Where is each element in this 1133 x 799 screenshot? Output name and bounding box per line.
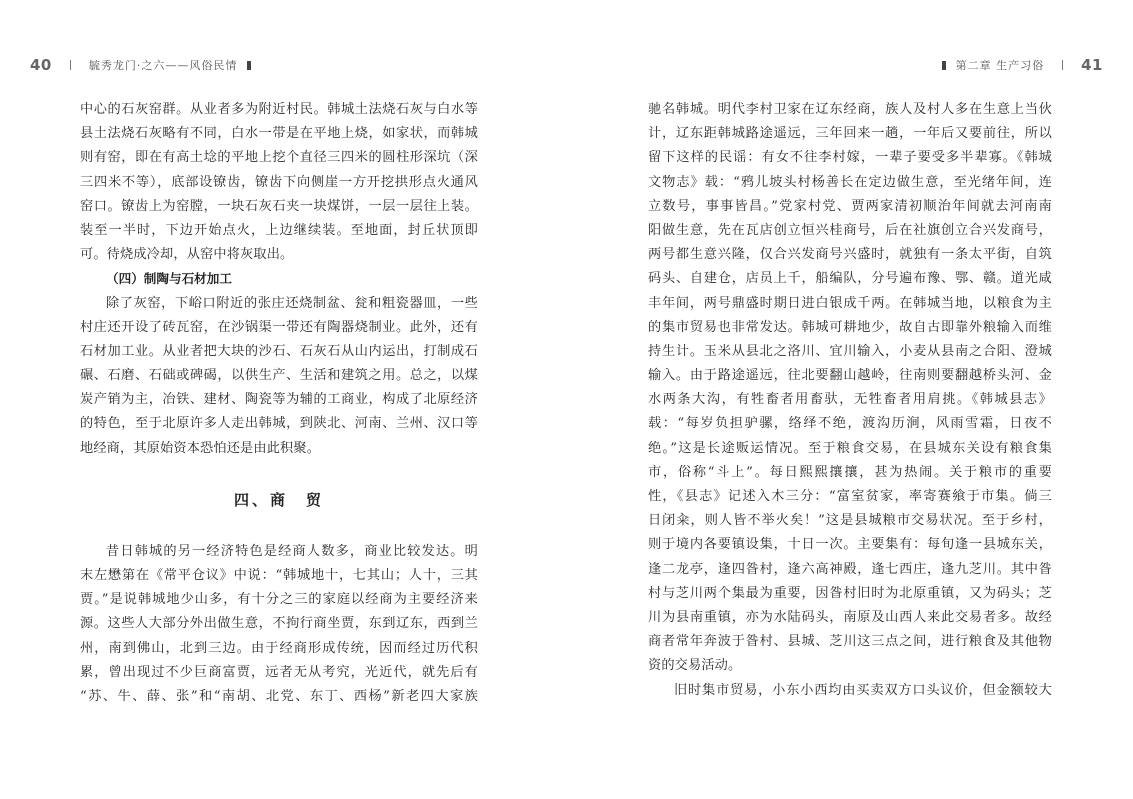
text-line: 累，曾出现过不少巨商富贾，远者无从考究，光近代，就先后有	[80, 664, 478, 680]
text-line: 末左懋第在《常平仓议》中说：“韩城地十，七其山；人十，三其	[80, 568, 478, 583]
text-line: 文物志》载：“鸦儿坡头村杨善长在定边做生意，至光绪年间，连	[648, 174, 1052, 190]
text-line: 持生计。玉米从县北之洛川、宜川输入，小麦从县南之合阳、澄城	[648, 343, 1052, 359]
text-line: 碾、石磨、石础或碑碣，以供生产、生活和建筑之用。总之，以煤	[80, 368, 478, 384]
right-page-number: 41	[1081, 56, 1103, 74]
text-line: 可。待烧成冷却，从窑中将灰取出。	[80, 247, 294, 263]
paragraph-trade	[80, 540, 478, 709]
text-line: 石材加工业。从业者把大块的沙石、石灰石从山内运出，打制成石	[80, 343, 478, 359]
text-line: 立数号，事事皆昌。”党家村党、贾两家清初顺治年间就去河南南	[648, 198, 1052, 214]
right-page-header	[932, 52, 1103, 78]
text-line: 炭产销为主，冶铁、建材、陶瓷等为辅的工商业，构成了北原经济	[80, 392, 478, 408]
text-line: 性，《县志》记述入木三分：“富室贫家，率寄赛飨于市集。倘三	[648, 489, 1052, 504]
left-page-number: 40	[30, 56, 52, 74]
text-line: 逢二龙亭，逢四昝村，逢六高神殿，逢七西庄，逢九芝川。其中昝	[648, 561, 1052, 577]
header-divider	[1062, 60, 1063, 70]
paragraph-pottery-stone	[80, 292, 478, 461]
subheading-pottery-stone: （四）制陶与石材加工	[106, 271, 232, 287]
text-line: 源。这些人大部分外出做生意，不拘行商坐贾，东到辽东，西到兰	[80, 616, 478, 632]
text-line: 三四米不等），底部设镣齿，镣齿下向侧崖一方开挖拱形点火通风	[80, 174, 478, 190]
text-line: 则有窑，即在有高土埝的平地上挖个直径三四米的圆柱形深坑（深	[80, 150, 478, 166]
text-line: 资的交易活动。	[648, 658, 742, 674]
text-line: 阳做生意，先在瓦店创立恒兴桂商号，后在社旗创立合兴发商号，	[648, 222, 1052, 238]
header-divider	[70, 60, 71, 70]
text-line: 两号都生意兴隆，仅合兴发商号兴盛时，就独有一条太平街，自筑	[648, 247, 1052, 263]
text-line: 川为县南重镇，亦为水陆码头，南原及山西人来此交易者多。故经	[648, 609, 1052, 625]
text-line: 驰名韩城。明代李村卫家在辽东经商，族人及村人多在生意上当伙	[648, 102, 1052, 117]
text-line: 绝。”这是长途贩运情况。至于粮食交易，在县城东关设有粮食集	[648, 440, 1052, 456]
text-line: 地经商，其原始资本恐怕还是由此积聚。	[80, 440, 321, 456]
text-line: 商者常年奔波于昝村、县城、芝川这三点之间，进行粮食及其他物	[648, 634, 1052, 650]
text-line: “苏、牛、薛、张”和“南胡、北党、东丁、西杨”新老四大家族	[80, 688, 478, 704]
right-page	[566, 0, 1133, 799]
text-line: 县土法烧石灰略有不同，白水一带是在平地上烧，如家状，而韩城	[80, 126, 478, 142]
text-line: 码头、自建仓，店员上千，船编队，分号遍布豫、鄂、赣。道光咸	[648, 271, 1052, 287]
text-line: 窑口。镣齿上为窑膛，一块石灰石夹一块煤饼，一层一层往上装。	[80, 198, 478, 214]
left-page-body	[80, 98, 478, 709]
right-running-title: 第二章 生产习俗	[955, 59, 1045, 72]
text-line: 昔日韩城的另一经济特色是经商人数多，商业比较发达。明	[106, 543, 478, 559]
right-page-body	[648, 98, 1052, 703]
text-line: 旧时集市贸易，小东小西均由买卖双方口头议价，但金额较大	[674, 682, 1052, 698]
text-line: 则于境内各要镇设集，十日一次。主要集有：每旬逢一县城东关，	[648, 537, 1052, 553]
text-line: 的特色，至于北原许多人走出韩城，到陕北、河南、兰州、汉口等	[80, 416, 478, 432]
text-line: 村庄还开设了砖瓦窑，在沙锅渠一带还有陶器烧制业。此外，还有	[80, 319, 478, 335]
text-line: 中心的石灰窑群。从业者多为附近村民。韩城土法烧石灰与白水等	[80, 102, 478, 117]
left-running-title: 毓秀龙门·之六——风俗民情	[88, 59, 238, 72]
text-line: 村与芝川两个集最为重要，因昝村旧时为北原重镇，又为码头；芝	[648, 585, 1052, 601]
text-line: 输入。由于路途遥远，往北要翻山越岭，往南则要翻越桥头河、金	[648, 368, 1052, 384]
text-line: 载：“每岁负担驴骡，络绎不绝，渡沟历涧，风雨雪霜，日夜不	[648, 416, 1052, 432]
text-line: 丰年间，两号鼎盛时期日进白银成千两。在韩城当地，以粮食为主	[648, 295, 1052, 311]
left-page	[0, 0, 566, 799]
text-line: 州，南到佛山，北到三边。由于经商形成传统，因而经过历代积	[80, 640, 478, 656]
text-line: 计，辽东距韩城路途遥远，三年回来一趟，一年后又要前往，所以	[648, 126, 1052, 142]
text-line: 留下这样的民谣：有女不往李村嫁，一辈子要受多半辈寡。《韩城	[648, 150, 1052, 166]
paragraph-lime-kiln	[80, 98, 478, 267]
text-line: 除了灰窑，下峪口附近的张庄还烧制盆、瓮和粗瓷器皿，一些	[106, 295, 478, 311]
header-square-mark	[247, 61, 251, 70]
text-line: 装至一半时，下边开始点火，上边继续装。至地面，封丘状顶即	[80, 222, 478, 238]
text-line: 市，俗称“斗上”。每日熙熙攘攘，甚为热闹。关于粮市的重要	[648, 464, 1052, 480]
header-square-mark	[942, 61, 946, 70]
paragraph-merchants-markets	[648, 98, 1052, 679]
paragraph-market-bargaining	[648, 679, 1052, 703]
text-line: 水两条大沟，有牲畜者用畜驮，无牲畜者用肩挑。《韩城县志》	[648, 392, 1052, 408]
text-line: 贾。”是说韩城地少山多，有十分之三的家庭以经商为主要经济来	[80, 592, 478, 608]
text-line: 的集市贸易也非常发达。韩城可耕地少，故自古即靠外粮输入而维	[648, 319, 1052, 335]
section-heading-trade: 四、商 贸	[233, 490, 324, 509]
text-line: 日闭籴，则人皆不举火矣！”这是县城粮市交易状况。至于乡村，	[648, 513, 1052, 529]
left-page-header	[30, 52, 261, 78]
